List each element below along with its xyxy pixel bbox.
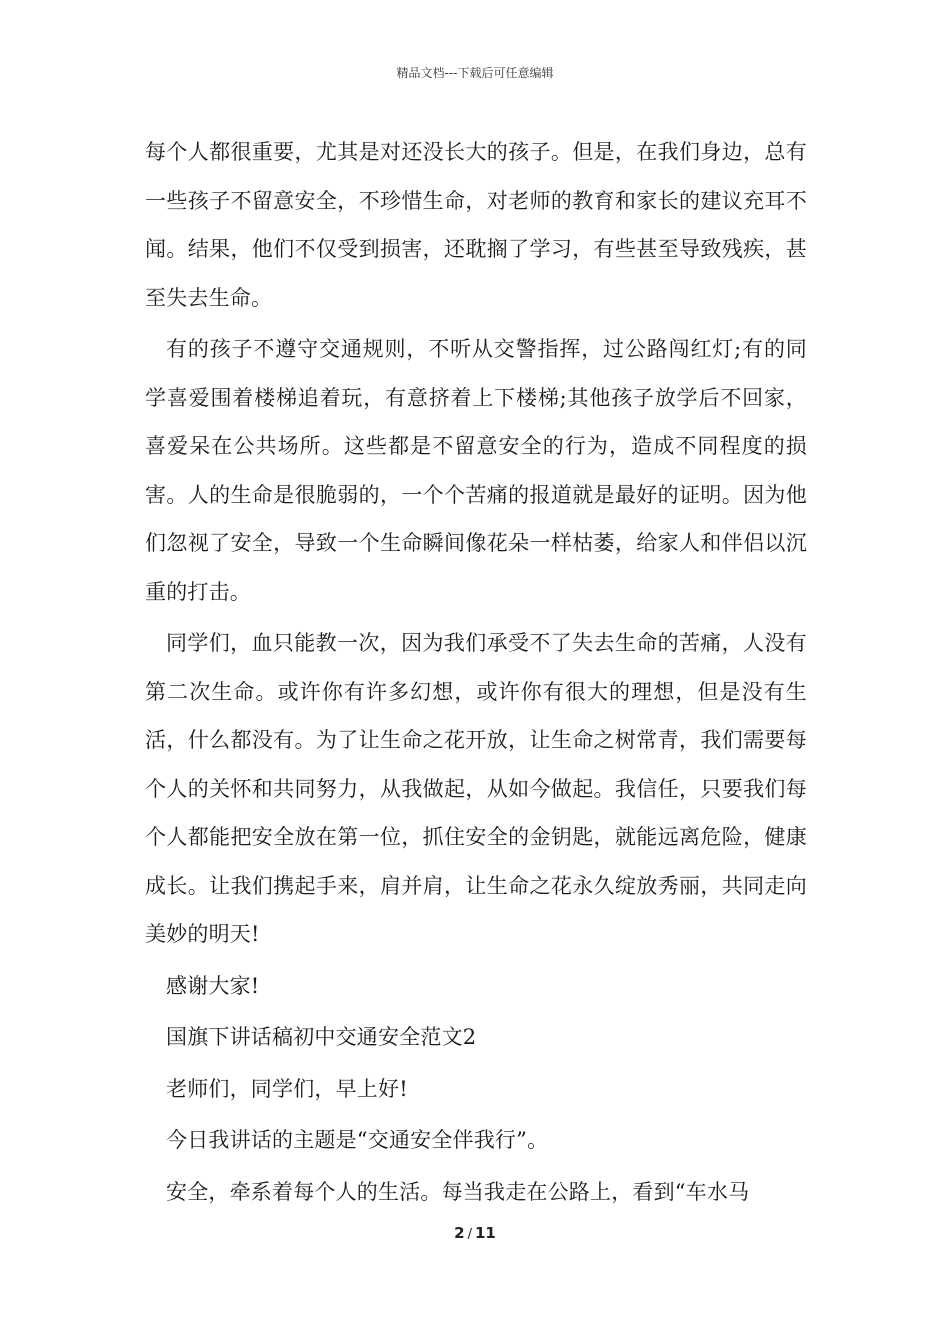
paragraph-thanks: 感谢大家! [166,973,260,998]
paragraph-appeal: 同学们，血只能教一次，因为我们承受不了失去生命的苦痛，人没有第二次生命。或许你有许多幻想，或许你有很大的理想，但是没有生活，什么都没有。为了让生命之花开放，让生命之树常青，我们需要每个人的关怀和共同努力，从我做起，从如今做起。我信任，只要我们每个人都能把安全放在第一位，抓住安全的金钥匙，就能远离危险，健康成长。让我们携起手来，肩并肩，让生命之花永久绽放秀丽，共同走向美妙的明天! [145,631,807,946]
paragraph-safety-intro: 安全，牵系着每个人的生活。每当我走在公路上，看到“车水马 [166,1179,750,1204]
total-pages-number: 11 [474,1224,496,1242]
document-body [145,128,807,1219]
paragraph-greeting: 老师们，同学们，早上好! [166,1076,408,1101]
current-page-number: 2 [454,1224,465,1242]
page-separator: / [467,1227,472,1242]
paragraph-topic: 今日我讲话的主题是“交通安全伴我行”。 [166,1128,549,1152]
paragraph-unsafe-behaviors: 有的孩子不遵守交通规则，不听从交警指挥，过公路闯红灯;有的同学喜爱围着楼梯追着玩，有意挤着上下楼梯;其他孩子放学后不回家，喜爱呆在公共场所。这些都是不留意安全的行为，造成不同程度的损害。人的生命是很脆弱的，一个个苦痛的报道就是最好的证明。因为他们忽视了安全，导致一个生命瞬间像花朵一样枯萎，给家人和伴侣以沉重的打击。 [145,337,807,604]
paragraph-continuation: 每个人都很重要，尤其是对还没长大的孩子。但是，在我们身边，总有一些孩子不留意安全，不珍惜生命，对老师的教育和家长的建议充耳不闻。结果，他们不仅受到损害，还耽搁了学习，有些甚至导致残疾，甚至失去生命。 [145,140,807,310]
page-number [0,1224,950,1242]
section-title: 国旗下讲话稿初中交通安全范文2 [166,1025,477,1049]
page-header: 精品文档---下载后可任意编辑 [396,66,554,80]
